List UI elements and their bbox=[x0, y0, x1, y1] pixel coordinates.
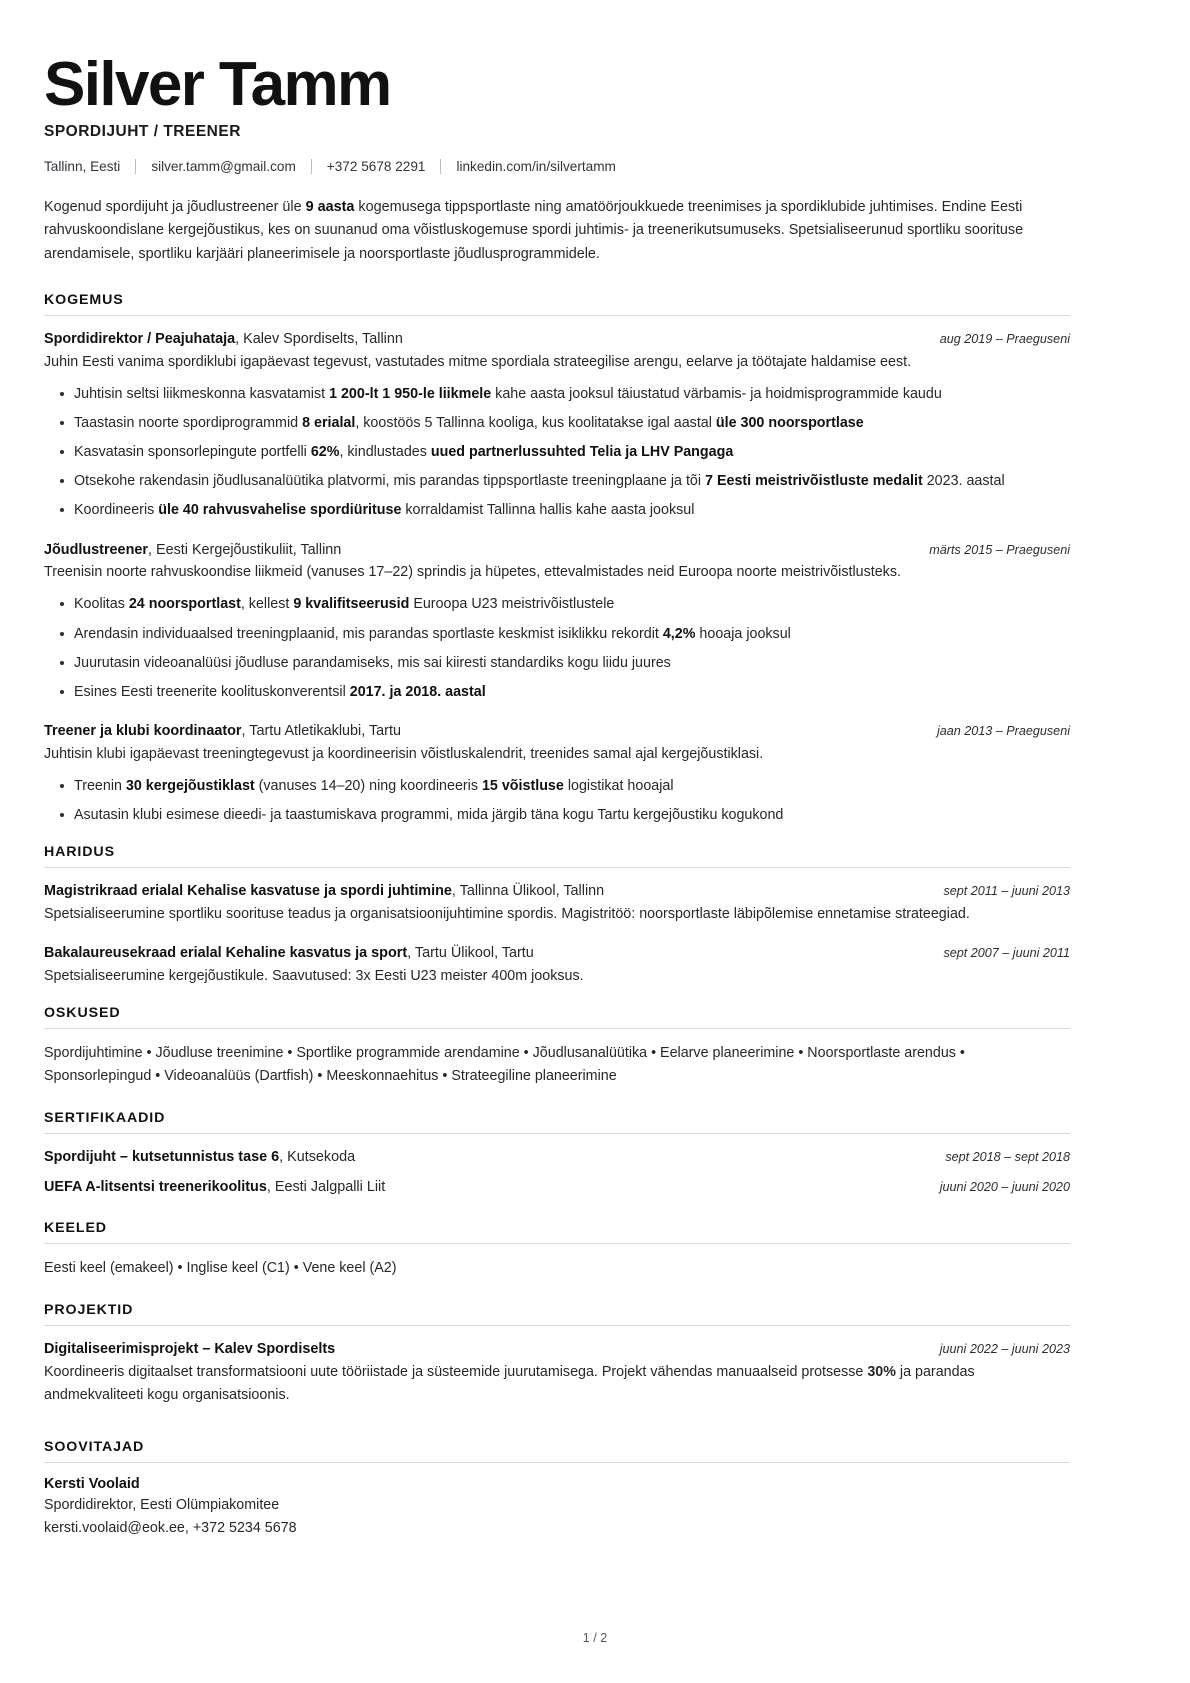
bullet-highlight: 15 võistluse bbox=[481, 777, 564, 794]
certificate-name: Spordijuht – kutsetunnistus tase 6 bbox=[44, 1148, 280, 1165]
entry-organization: , Tartu Ülikool, Tartu bbox=[407, 944, 534, 961]
entry-header bbox=[44, 540, 1070, 561]
certificate-name: UEFA A-litsentsi treenerikoolitus bbox=[44, 1178, 267, 1195]
spacer bbox=[44, 1286, 1070, 1302]
reference-contact[interactable]: kersti.voolaid@eok.ee, +372 5234 5678 bbox=[44, 1520, 297, 1537]
contact-line bbox=[44, 159, 1070, 174]
bullet-highlight: 1 200-lt 1 950-le liikmele bbox=[329, 385, 492, 402]
summary-text-2: kogemusega tippsportlaste ning amatöörjoukkuede treenimises ja spordiklubide juhtimises. Endine Eesti rahvuskoondislane kergejõustikus, kes on suunanud oma võistluskogemuse spordi juhtimis- ja treenerikutsumuseks. Spetsialiseerunud sportliku soorituse arendamisele, sportliku karjääri planeerimisele ja noorsportlaste jõudlusprogrammidele. bbox=[44, 199, 1024, 262]
bullet-item bbox=[74, 412, 1070, 435]
contact-divider bbox=[135, 159, 136, 174]
education-degree: Magistrikraad erialal Kehalise kasvatuse ja spordi juhtimine bbox=[44, 883, 452, 900]
experience-list bbox=[44, 329, 1070, 827]
experience-bullets bbox=[44, 593, 1070, 704]
bullet-item bbox=[74, 441, 1070, 464]
entry-heading bbox=[44, 881, 604, 902]
bullet-text: , kindlustades bbox=[339, 444, 431, 461]
experience-date: märts 2015 – Praeguseni bbox=[929, 542, 1070, 557]
entry-organization: , Eesti Kergejõustikuliit, Tallinn bbox=[147, 541, 342, 558]
candidate-name: Silver Tamm bbox=[44, 50, 391, 119]
certificate-date: juuni 2020 – juuni 2020 bbox=[939, 1179, 1070, 1194]
entry-header bbox=[44, 721, 1070, 742]
experience-role: Jõudlustreener bbox=[44, 541, 148, 558]
section-divider bbox=[44, 1462, 1070, 1463]
bullet-text: Treenin bbox=[74, 777, 126, 794]
experience-date: jaan 2013 – Praeguseni bbox=[936, 723, 1070, 738]
spacer bbox=[44, 1204, 1070, 1220]
entry-heading bbox=[44, 1177, 385, 1198]
contact-linkedin[interactable]: linkedin.com/in/silvertamm bbox=[456, 159, 616, 175]
contact-divider bbox=[440, 159, 441, 174]
project-date: juuni 2022 – juuni 2023 bbox=[939, 1341, 1070, 1356]
section-education bbox=[44, 844, 1070, 988]
bullet-text: , koostöös 5 Tallinna kooliga, kus koolitatakse igal aastal bbox=[355, 414, 716, 431]
professional-summary bbox=[44, 196, 1070, 266]
experience-date: aug 2019 – Praeguseni bbox=[939, 332, 1070, 347]
section-divider bbox=[44, 1325, 1070, 1326]
contact-phone[interactable]: +372 5678 2291 bbox=[326, 159, 426, 175]
bullet-highlight: 2017. ja 2018. aastal bbox=[349, 683, 486, 700]
bullet-text: Juhtisin seltsi liikmeskonna kasvatamist bbox=[74, 385, 330, 402]
section-projects bbox=[44, 1302, 1070, 1407]
entry-organization: , Tallinna Ülikool, Tallinn bbox=[451, 883, 605, 900]
education-date: sept 2011 – juuni 2013 bbox=[943, 884, 1070, 899]
bullet-text: logistikat hooajal bbox=[563, 777, 674, 794]
entry-header bbox=[44, 1147, 1070, 1168]
bullet-highlight: üle 300 noorsportlase bbox=[715, 414, 864, 431]
bullet-item bbox=[74, 652, 1070, 675]
summary-highlight: 9 aasta bbox=[305, 199, 355, 216]
section-title-references: SOOVITAJAD bbox=[44, 1439, 145, 1456]
bullet-highlight: 9 kvalifitseerusid bbox=[293, 596, 410, 613]
candidate-job-title: SPORDIJUHT / TREENER bbox=[44, 123, 241, 141]
bullet-text: Kasvatasin sponsorlepingute portfelli bbox=[74, 444, 311, 461]
section-title-certificates: SERTIFIKAADID bbox=[44, 1109, 166, 1126]
bullet-item bbox=[74, 499, 1070, 522]
bullet-text: Euroopa U23 meistrivõistlustele bbox=[409, 596, 615, 613]
entry-heading bbox=[44, 943, 534, 964]
reference-name: Kersti Voolaid bbox=[44, 1476, 140, 1493]
certificate-entry bbox=[44, 1177, 1070, 1198]
page-footer bbox=[0, 1631, 1190, 1645]
bullet-text: ja parandas andmekvaliteeti kogu organisatsioonis. bbox=[44, 1363, 975, 1403]
education-entry bbox=[44, 943, 1070, 988]
experience-bullets bbox=[44, 775, 1070, 827]
bullet-text: (vanuses 14–20) ning koordineeris bbox=[254, 777, 482, 794]
resume-content bbox=[44, 52, 1070, 1540]
bullet-text: Asutasin klubi esimese dieedi- ja taastumiskava programmi, mida järgib täna kogu Tartu kergejõustiku kogukond bbox=[74, 806, 784, 823]
section-languages bbox=[44, 1220, 1070, 1280]
experience-entry bbox=[44, 329, 1070, 523]
section-title-languages: KEELED bbox=[44, 1219, 107, 1236]
experience-role: Treener ja klubi koordinaator bbox=[44, 722, 242, 739]
bullet-highlight: 7 Eesti meistrivõistluste medalit bbox=[705, 473, 923, 490]
section-divider bbox=[44, 1243, 1070, 1244]
section-skills bbox=[44, 1005, 1070, 1088]
project-entry bbox=[44, 1339, 1070, 1407]
bullet-item bbox=[74, 470, 1070, 493]
experience-description: Juhtisin klubi igapäevast treeningtegevust ja koordineerisin võistluskalendrit, treenides samal ajal kergejõustiklasi. bbox=[44, 745, 764, 762]
contact-location: Tallinn, Eesti bbox=[44, 159, 121, 175]
experience-role: Spordidirektor / Peajuhataja bbox=[44, 331, 236, 348]
bullet-highlight: 30% bbox=[867, 1363, 896, 1380]
bullet-text: korraldamist Tallinna hallis kahe aasta jooksul bbox=[401, 502, 695, 519]
entry-heading bbox=[44, 1339, 335, 1360]
education-degree: Bakalaureusekraad erialal Kehaline kasvatus ja sport bbox=[44, 944, 408, 961]
bullet-text: hooaja jooksul bbox=[695, 625, 791, 642]
bullet-text: Otsekohe rakendasin jõudlusanalüütika platvormi, mis parandas tippsportlaste treeningplaane ja tõi bbox=[74, 473, 706, 490]
education-date: sept 2007 – juuni 2011 bbox=[943, 945, 1070, 960]
bullet-text: Esines Eesti treenerite koolituskonverentsil bbox=[74, 683, 350, 700]
entry-heading bbox=[44, 329, 403, 350]
entry-organization: , Kutsekoda bbox=[279, 1148, 356, 1165]
bullet-text: 2023. aastal bbox=[922, 473, 1005, 490]
section-references bbox=[44, 1439, 1070, 1540]
entry-organization: , Kalev Spordiselts, Tallinn bbox=[235, 331, 403, 348]
section-divider bbox=[44, 315, 1070, 316]
bullet-highlight: üle 40 rahvusvahelise spordiürituse bbox=[158, 502, 402, 519]
entry-heading bbox=[44, 1147, 355, 1168]
bullet-text: Taastasin noorte spordiprogrammid bbox=[74, 414, 303, 431]
bullet-item bbox=[74, 775, 1070, 798]
spacer bbox=[44, 1094, 1070, 1110]
entry-header bbox=[44, 329, 1070, 350]
references-list bbox=[44, 1476, 1070, 1540]
projects-list bbox=[44, 1339, 1070, 1407]
section-certificates bbox=[44, 1110, 1070, 1198]
bullet-text: Koordineeris bbox=[74, 502, 159, 519]
bullet-item bbox=[74, 623, 1070, 646]
entry-header bbox=[44, 1339, 1070, 1360]
bullet-text: Koolitas bbox=[74, 596, 129, 613]
languages-list: Eesti keel (emakeel) • Inglise keel (C1) • Vene keel (A2) bbox=[44, 1259, 397, 1276]
section-title-experience: KOGEMUS bbox=[44, 292, 124, 309]
bullet-highlight: uued partnerlussuhted Telia ja LHV Pangaga bbox=[430, 444, 734, 461]
contact-divider bbox=[311, 159, 312, 174]
certificates-list bbox=[44, 1147, 1070, 1198]
entry-header bbox=[44, 881, 1070, 902]
entry-header bbox=[44, 943, 1070, 964]
spacer bbox=[44, 1423, 1070, 1439]
summary-text-1: Kogenud spordijuht ja jõudlustreener üle bbox=[44, 199, 306, 216]
education-list bbox=[44, 881, 1070, 988]
certificate-entry bbox=[44, 1147, 1070, 1168]
education-description: Spetsialiseerumine sportliku soorituse teadus ja organisatsioonijuhtimine spordis. Magistritöö: noorsportlaste läbipõlemise ennetamise strateegiad. bbox=[44, 905, 970, 922]
entry-header bbox=[44, 1177, 1070, 1198]
page-number: 1 / 2 bbox=[582, 1631, 608, 1645]
skills-list: Spordijuhtimine • Jõudluse treenimine • Sportlike programmide arendamine • Jõudlusanalüütika • Eelarve planeerimine • Noorsportlaste arendus • Sponsorlepingud • Videoanalüüs (Dartfish) • Meeskonnaehitus • Strateegiline planeerimine bbox=[44, 1044, 965, 1084]
entry-heading bbox=[44, 540, 341, 561]
bullet-text: Juurutasin videoanalüüsi jõudluse parandamiseks, mis sai kiiresti standardiks kogu liidu juures bbox=[74, 654, 671, 671]
entry-organization: , Tartu Atletikaklubi, Tartu bbox=[241, 722, 401, 739]
section-divider bbox=[44, 867, 1070, 868]
bullet-item bbox=[74, 681, 1070, 704]
bullet-highlight: 24 noorsportlast bbox=[128, 596, 241, 613]
bullet-item bbox=[74, 593, 1070, 616]
certificate-date: sept 2018 – sept 2018 bbox=[945, 1149, 1070, 1164]
section-experience bbox=[44, 292, 1070, 827]
section-divider bbox=[44, 1028, 1070, 1029]
reference-role: Spordidirektor, Eesti Olümpiakomitee bbox=[44, 1497, 280, 1514]
bullet-text: kahe aasta jooksul täiustatud värbamis- ja hoidmisprogrammide kaudu bbox=[491, 385, 942, 402]
experience-description: Juhin Eesti vanima spordiklubi igapäevast tegevust, vastutades mitme spordiala strateegilise arengu, eelarve ja töötajate haldamise eest. bbox=[44, 353, 912, 370]
bullet-item bbox=[74, 804, 1070, 827]
section-title-skills: OSKUSED bbox=[44, 1004, 121, 1021]
section-divider bbox=[44, 1133, 1070, 1134]
bullet-text: , kellest bbox=[240, 596, 294, 613]
project-name: Digitaliseerimisprojekt – Kalev Spordiselts bbox=[44, 1340, 336, 1357]
entry-organization: , Eesti Jalgpalli Liit bbox=[266, 1178, 386, 1195]
bullet-text: Arendasin individuaalsed treeningplaanid, mis parandas sportlaste keskmist isiklikku rekordit bbox=[74, 625, 663, 642]
entry-heading bbox=[44, 721, 401, 742]
experience-entry bbox=[44, 721, 1070, 827]
experience-entry bbox=[44, 540, 1070, 704]
experience-description: Treenisin noorte rahvuskoondise liikmeid (vanuses 17–22) sprindis ja hüpetes, ettevalmistades neid Euroopa noorte meistrivõistlusteks. bbox=[44, 564, 901, 581]
project-description bbox=[44, 1361, 1070, 1407]
bullet-highlight: 62% bbox=[310, 444, 340, 461]
bullet-item bbox=[74, 383, 1070, 406]
section-title-education: HARIDUS bbox=[44, 844, 115, 861]
bullet-text: Koordineeris digitaalset transformatsiooni uute tööriistade ja süsteemide juurutamisega. Projekt vähendas manuaalseid protsesse bbox=[44, 1363, 868, 1380]
section-title-projects: PROJEKTID bbox=[44, 1301, 134, 1318]
experience-bullets bbox=[44, 383, 1070, 523]
education-description: Spetsialiseerumine kergejõustikule. Saavutused: 3x Eesti U23 meister 400m jooksus. bbox=[44, 967, 584, 984]
bullet-highlight: 30 kergejõustiklast bbox=[125, 777, 255, 794]
contact-email[interactable]: silver.tamm@gmail.com bbox=[151, 159, 296, 175]
education-entry bbox=[44, 881, 1070, 926]
bullet-highlight: 8 erialal bbox=[302, 414, 356, 431]
bullet-highlight: 4,2% bbox=[662, 625, 696, 642]
reference-entry bbox=[44, 1476, 1070, 1540]
